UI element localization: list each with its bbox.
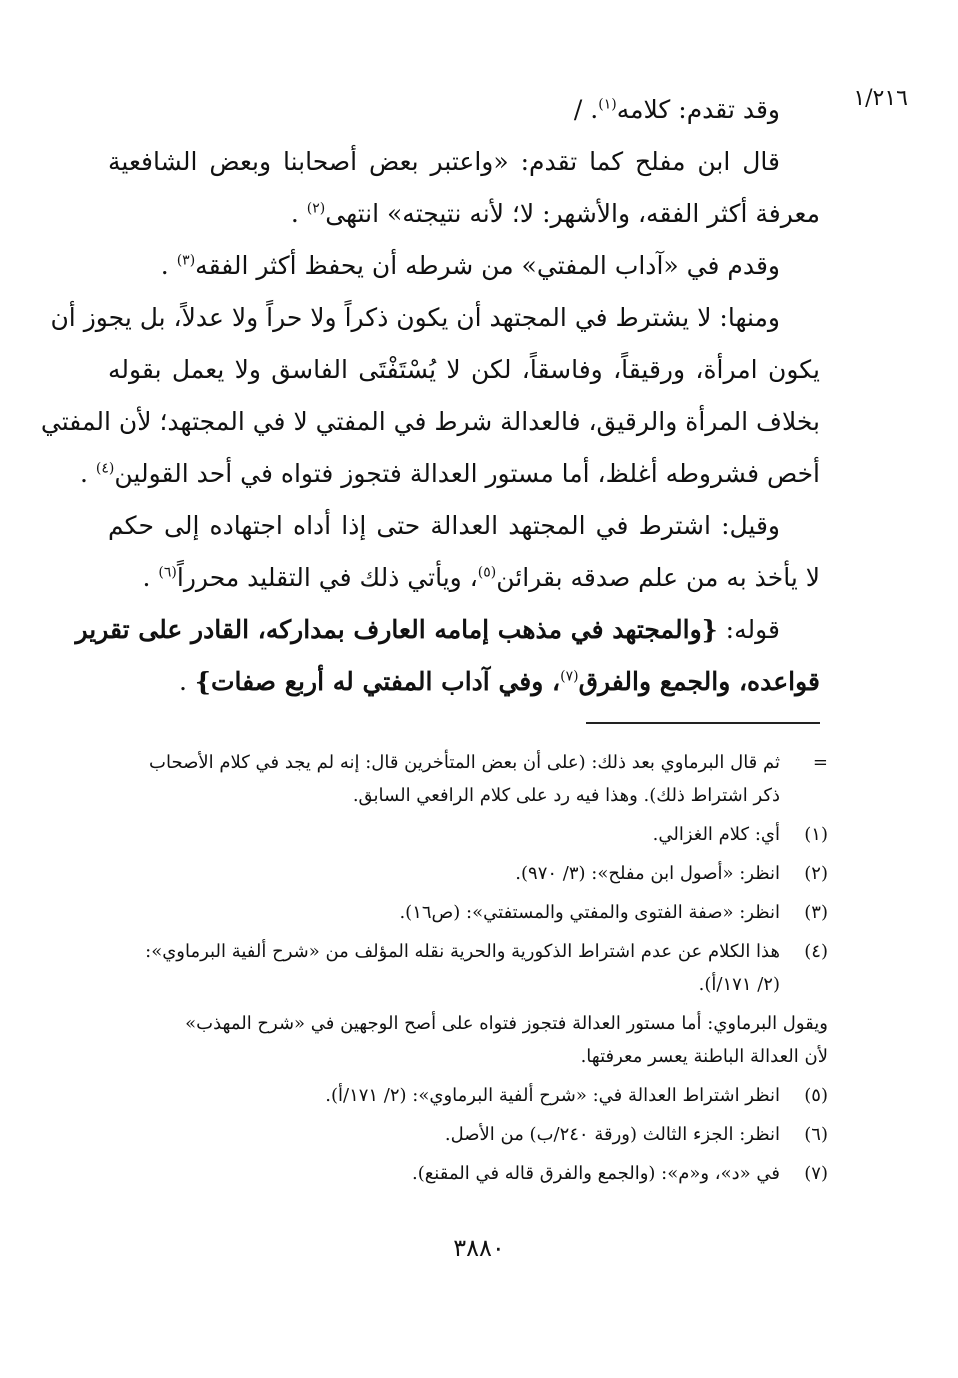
manuscript-folio-ref: ١/٢١٦ xyxy=(853,86,908,111)
footnote-number: (٥) xyxy=(804,1085,828,1106)
body-line: وقدم في «آداب المفتي» من شرطه أن يحفظ أكثر الفقه$^{(٣)}$ . xyxy=(160,251,780,280)
footnote-4 xyxy=(108,935,828,1001)
footnote-line: انظر: «صفة الفتوى والمفتي والمستفتي»: (ص١٦). xyxy=(399,902,780,923)
body-line: قواعده، والجمع والفرق$^{(٧)}$، وفي آداب المفتي له أربع صفات} . xyxy=(179,667,820,696)
footnote-line: أي: كلام الغزالي. xyxy=(652,824,780,845)
body-line: ومنها: لا يشترط في المجتهد أن يكون ذكراً ولا حراً ولا عدلاً، بل يجوز أن xyxy=(50,303,780,332)
footnote-line: ويقول البرماوي: أما مستور العدالة فتجوز فتواه على أصح الوجهين في «شرح المهذب» xyxy=(185,1013,828,1034)
footnote-ref: (١) xyxy=(598,96,617,113)
footnotes xyxy=(108,746,828,1190)
body-line: وقيل: اشترط في المجتهد العدالة حتى إذا أداه اجتهاده إلى حكم xyxy=(108,511,780,540)
continuation-marker: = xyxy=(812,752,828,773)
footnote-7 xyxy=(108,1157,828,1190)
footnote-line: لأن العدالة الباطنة يعسر معرفتها. xyxy=(580,1046,828,1067)
footnote-ref: (٧) xyxy=(560,668,579,685)
page-number: ٣٨٨٠ xyxy=(453,1234,505,1262)
footnote-number: (٤) xyxy=(804,941,828,962)
footnote-divider xyxy=(586,722,820,724)
footnote-2 xyxy=(108,857,828,890)
body-line: أخص فشروطه أغلظ، أما مستور العدالة فتجوز فتواه في أحد القولين$^{(٤)}$ . xyxy=(80,459,820,488)
footnote-number: (٧) xyxy=(804,1163,828,1184)
body-line: معرفة أكثر الفقه، والأشهر: لا؛ لأنه نتيجته» انتهى$^{(٢)}$ . xyxy=(290,199,820,228)
body-line: قال ابن مفلح كما تقدم: «واعتبر بعض أصحابنا وبعض الشافعية xyxy=(108,147,780,176)
footnote-continuation xyxy=(108,746,828,812)
body-line: وقد تقدم: كلامه$^{(١)}$. / xyxy=(573,95,780,124)
footnote-line: انظر اشتراط العدالة في: «شرح ألفية البرماوي»: (٢/ ١٧١/أ). xyxy=(325,1085,780,1106)
footnote-ref: (٣) xyxy=(176,252,196,269)
footnote-line: انظر: الجزء الثالث (ورقة ٢٤٠/ب) من الأصل. xyxy=(444,1124,780,1145)
quoted-matn: {والمجتهد في مذهب إمامه العارف بمداركه، القادر على تقرير xyxy=(75,615,718,644)
body-line: بخلاف المرأة والرقيق، فالعدالة شرط في المفتي لا في المجتهد؛ لأن المفتي xyxy=(40,407,820,436)
footnote-ref: (٢) xyxy=(306,200,326,217)
footnote-line: ثم قال البرماوي بعد ذلك: (على أن بعض المتأخرين قال: إنه لم يجد في كلام الأصحاب xyxy=(149,752,780,773)
footnote-line: هذا الكلام عن عدم اشتراط الذكورية والحرية نقله المؤلف من «شرح ألفية البرماوي»: xyxy=(145,941,780,962)
footnote-line: في «د»، و«م»: (والجمع والفرق قاله في المقنع). xyxy=(411,1163,780,1184)
footnote-ref: (٦) xyxy=(158,564,177,581)
footnote-5 xyxy=(108,1079,828,1112)
footnote-1 xyxy=(108,818,828,851)
quoted-matn: ، وفي آداب المفتي له أربع صفات} xyxy=(194,667,561,696)
body-line: يكون امرأة، ورقيقاً، وفاسقاً، لكن لا يُسْتَفْتَى الفاسق ولا يعمل بقوله xyxy=(108,355,820,384)
footnote-4-extra xyxy=(108,1007,828,1073)
footnote-3 xyxy=(108,896,828,929)
footnote-line: انظر: «أصول ابن مفلح»: (٣/ ٩٧٠). xyxy=(515,863,780,884)
main-text xyxy=(40,84,820,708)
body-line: قوله: {والمجتهد في مذهب إمامه العارف بمداركه، القادر على تقرير xyxy=(75,615,780,644)
footnote-ref: (٥) xyxy=(477,564,497,581)
footnote-number: (٣) xyxy=(804,902,828,923)
footnote-number: (١) xyxy=(804,824,828,845)
footnote-ref: (٤) xyxy=(95,460,115,477)
footnote-number: (٦) xyxy=(804,1124,828,1145)
quoted-matn: قواعده، والجمع والفرق xyxy=(578,667,820,696)
body-line: لا يأخذ به من علم صدقه بقرائن$^{(٥)}$، ويأتي ذلك في التقليد محرراً$^{(٦)}$ . xyxy=(142,563,820,592)
footnote-number: (٢) xyxy=(804,863,828,884)
footnote-line: (٢/ ١٧١/أ). xyxy=(698,974,780,995)
footnote-line: ذكر اشتراط ذلك). وهذا فيه رد على كلام الرافعي السابق. xyxy=(352,785,780,806)
footnote-6 xyxy=(108,1118,828,1151)
